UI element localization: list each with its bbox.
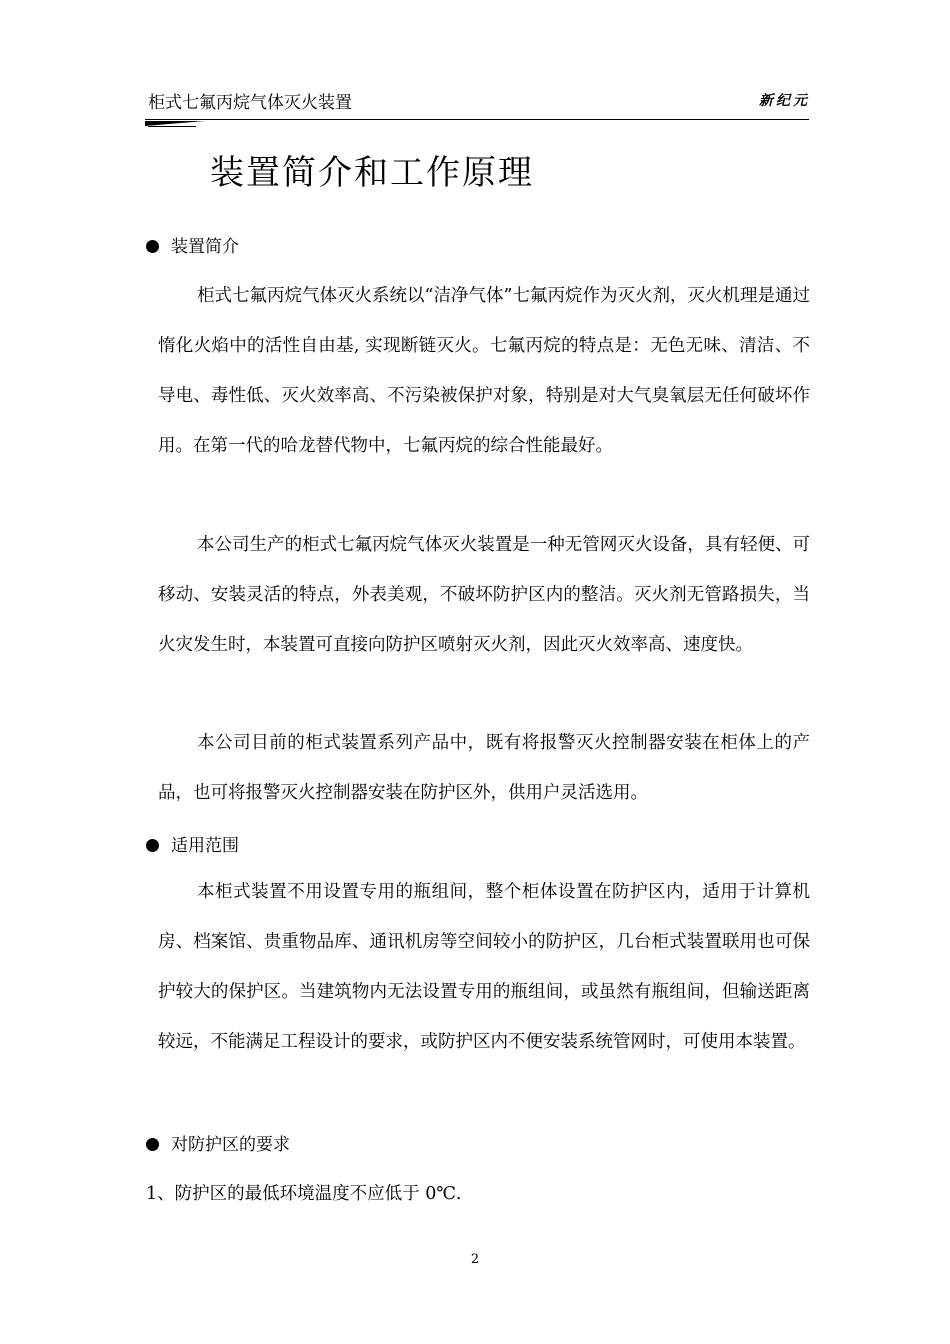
header-brand-logo: 新纪元 bbox=[759, 93, 810, 109]
paragraph: 本柜式装置不用设置专用的瓶组间，整个柜体设置在防护区内，适用于计算机房、档案馆、贵重物品库、通讯机房等空间较小的防护区，几台柜式装置联用也可保护较大的保护区。当建筑物内无法设置专用的瓶组间，或虽然有瓶组间，但输送距离较远，不能满足工程设计的要求，或防护区内不便安装系统管网时，可使用本装置。 bbox=[158, 882, 810, 1052]
paragraph: 柜式七氟丙烷气体灭火系统以“洁净气体”七氟丙烷作为灭火剂，灭火机理是通过惰化火焰中的活性自由基, 实现断链灭火。七氟丙烷的特点是：无色无味、清洁、不导电、毒性低、灭火效率高、不污染被保护对象，特别是对大气臭氧层无任何破坏作用。在第一代的哈龙替代物中，七氟丙烷的综合性能最好。 bbox=[158, 286, 810, 456]
page-title: 装置简介和工作原理 bbox=[210, 153, 534, 193]
section-heading-requirements bbox=[146, 1130, 290, 1155]
paragraph: 本公司目前的柜式装置系列产品中，既有将报警灭火控制器安装在柜体上的产品，也可将报警灭火控制器安装在防护区外，供用户灵活选用。 bbox=[158, 733, 810, 803]
section-heading-intro bbox=[146, 232, 239, 257]
section-heading-text: 装置简介 bbox=[171, 237, 239, 257]
list-item: 1、防护区的最低环境温度不应低于 0℃. bbox=[146, 1184, 462, 1204]
bullet-icon bbox=[146, 240, 159, 253]
bullet-icon bbox=[146, 839, 159, 852]
paragraph: 本公司生产的柜式七氟丙烷气体灭火装置是一种无管网灭火设备，具有轻便、可移动、安装灵活的特点，外表美观，不破坏防护区内的整洁。灭火剂无管路损失，当火灾发生时，本装置可直接向防护区喷射灭火剂，因此灭火效率高、速度快。 bbox=[158, 535, 810, 655]
bullet-icon bbox=[146, 1138, 159, 1151]
header-title: 柜式七氟丙烷气体灭火装置 bbox=[148, 93, 352, 113]
header-divider bbox=[145, 119, 809, 120]
section-heading-text: 对防护区的要求 bbox=[171, 1135, 290, 1155]
header-accent-line bbox=[148, 126, 196, 127]
section-heading-scope bbox=[146, 831, 239, 856]
section-heading-text: 适用范围 bbox=[171, 836, 239, 856]
page-number: 2 bbox=[470, 1252, 480, 1267]
